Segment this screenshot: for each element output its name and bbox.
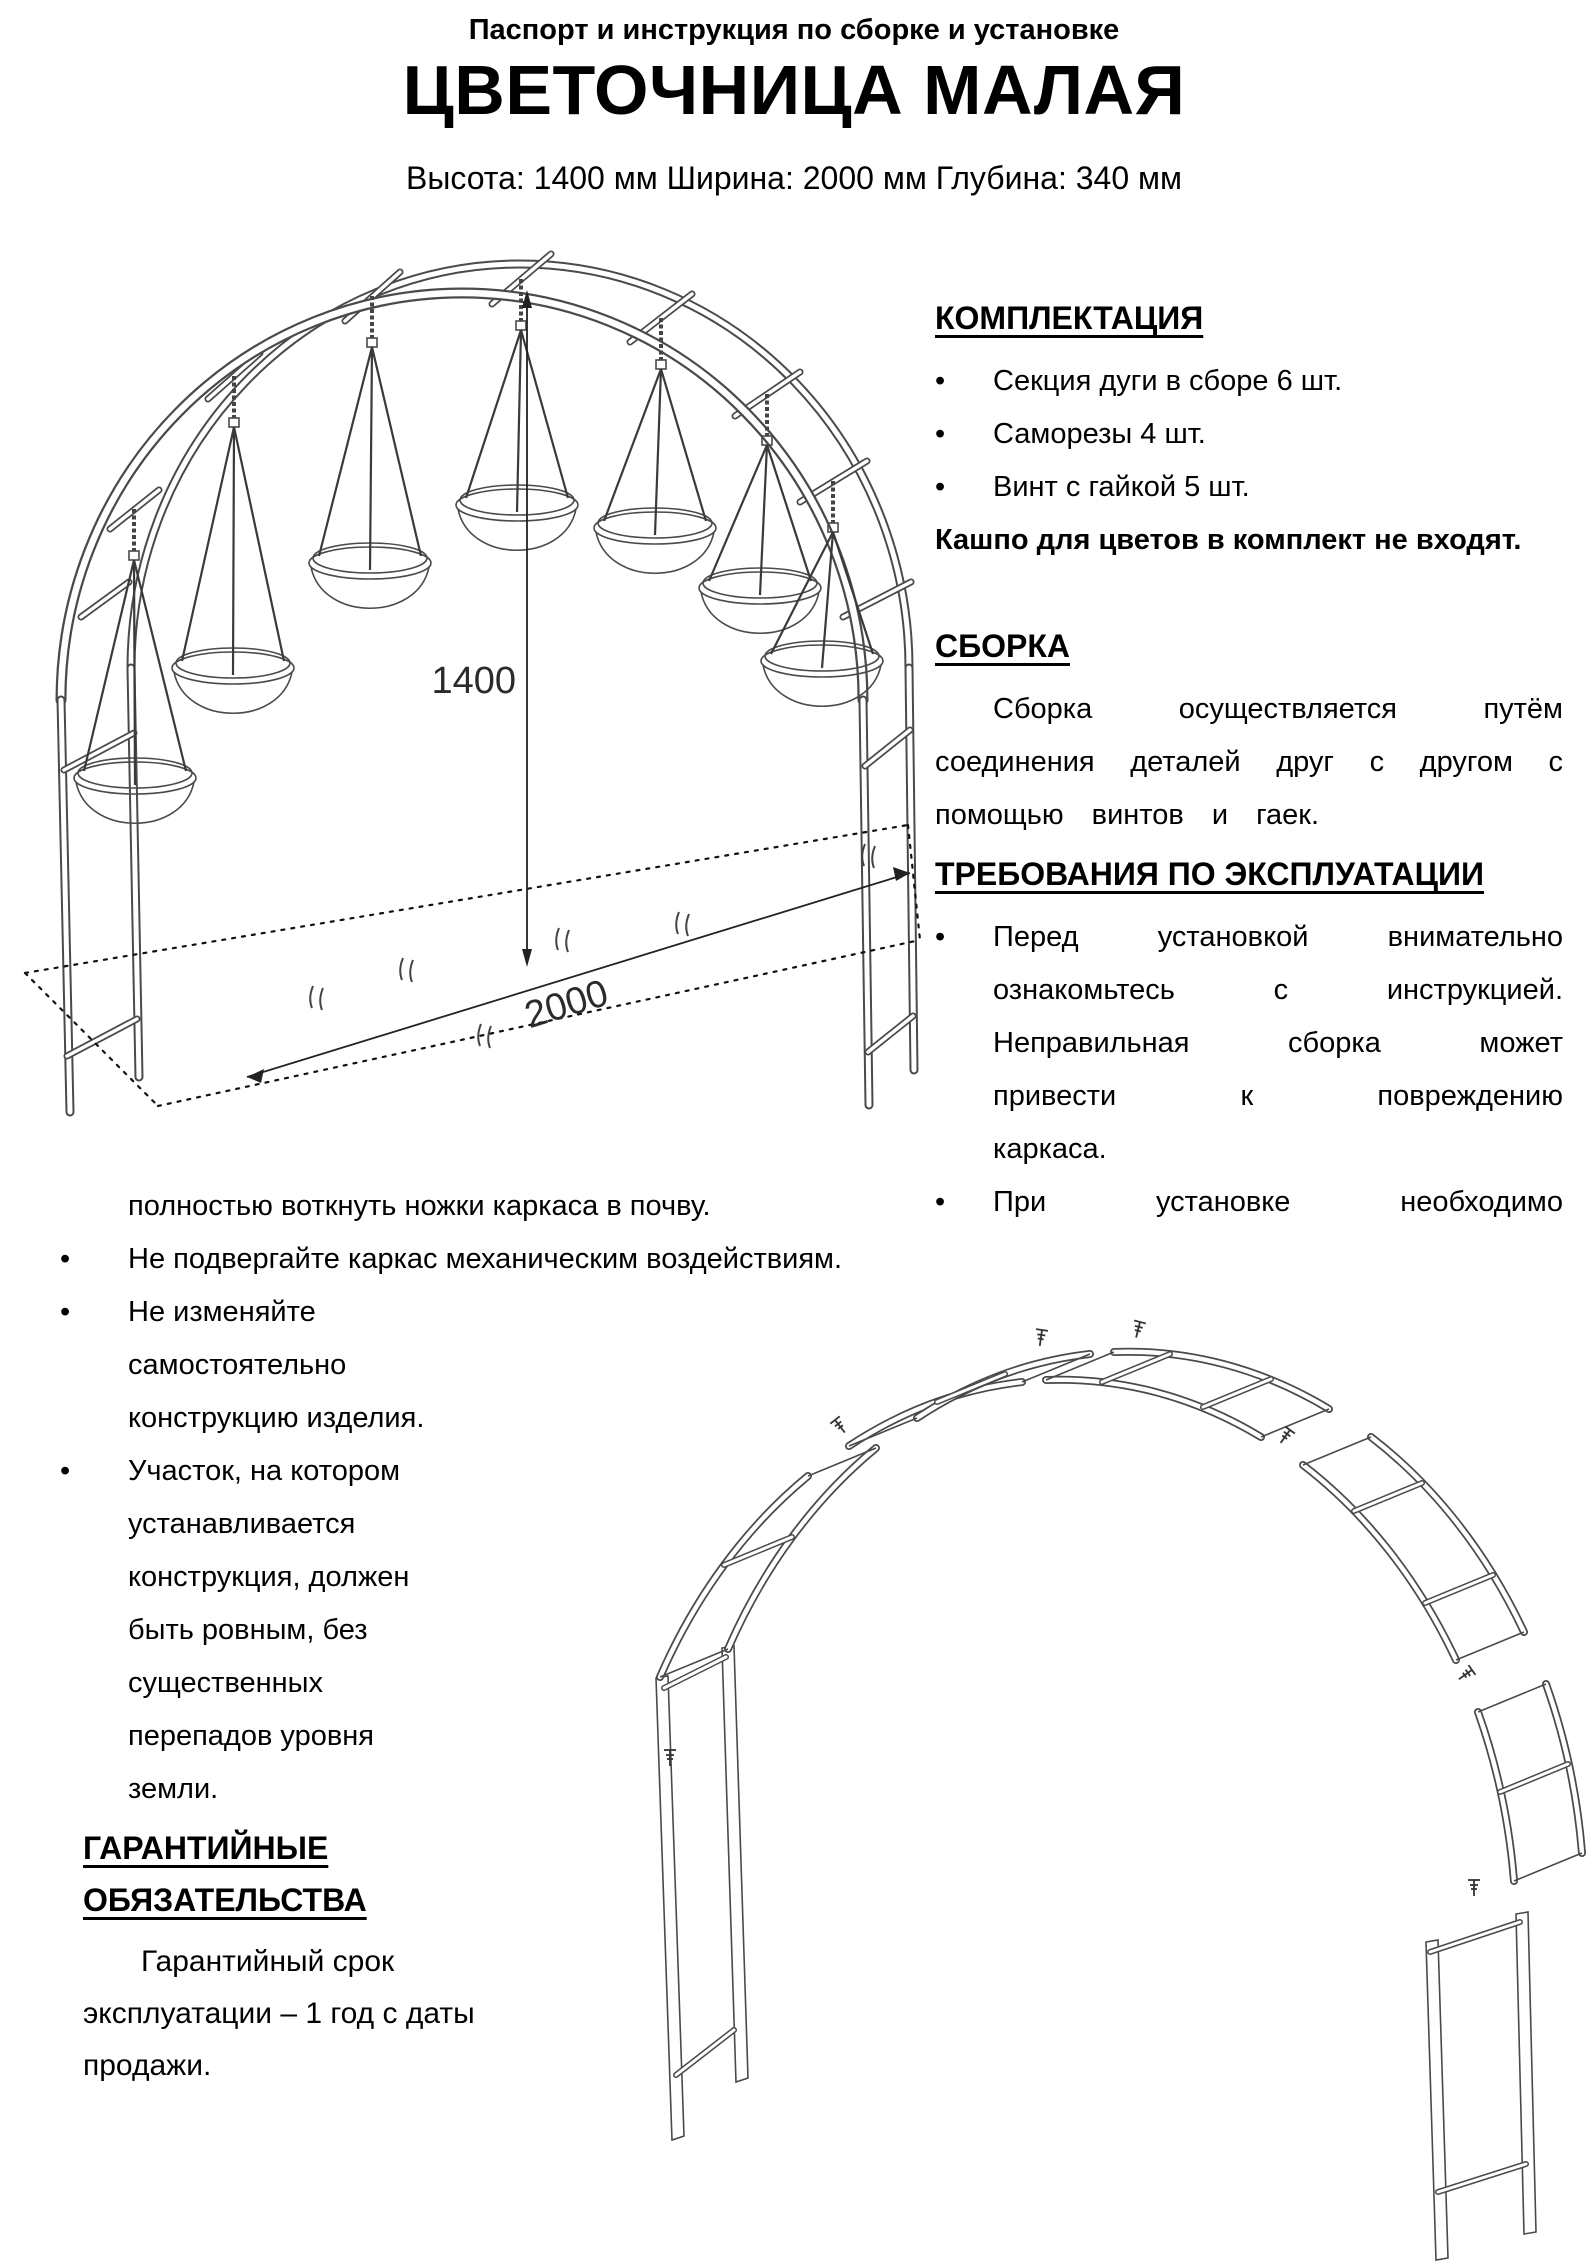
left-leg-panel [656, 1646, 748, 2140]
basket [456, 321, 578, 550]
list-item-text: При установке необходимо [993, 1186, 1563, 1218]
hanging-chains [134, 279, 833, 551]
requirements-heading: ТРЕБОВАНИЯ ПО ЭКСПЛУАТАЦИИ [935, 856, 1484, 892]
width-label: 2000 [519, 972, 614, 1037]
list-item-text: Саморезы 4 шт. [993, 418, 1206, 450]
exploded-assembly-diagram [560, 1280, 1588, 2266]
right-leg-panel [1426, 1912, 1536, 2260]
warranty-heading-line2: ОБЯЗАТЕЛЬСТВА [83, 1882, 367, 1918]
bullet2-continuation: полностью воткнуть ножки каркаса в почву. [128, 1190, 711, 1222]
list-item [935, 461, 1563, 514]
bullet-marker: • [935, 365, 946, 397]
basket [594, 360, 716, 573]
bullet-marker: • [60, 1243, 71, 1275]
equipment-section [935, 292, 1563, 567]
bullet-marker: • [935, 418, 946, 450]
equipment-heading: КОМПЛЕКТАЦИЯ [935, 300, 1204, 336]
list-item [935, 408, 1563, 461]
height-label: 1400 [431, 660, 516, 702]
assembled-arch-diagram [10, 228, 930, 1198]
list-item-text: Перед установкой внимательно ознакомьтесь с инструкцией. Неправильная сборка может привести к повреждению каркаса. [993, 921, 1563, 1165]
list-item [935, 355, 1563, 408]
basket [699, 436, 821, 633]
ground-lines [25, 825, 920, 1106]
bullet-marker: • [935, 1186, 946, 1218]
width-dimension [247, 867, 910, 1083]
list-item-text: Не подвергайте каркас механическим воздействиям. [128, 1243, 843, 1275]
list-item-text: Не изменяйте самостоятельно конструкцию изделия. [128, 1296, 425, 1434]
warranty-section [83, 1822, 513, 2092]
arc-section [660, 1448, 876, 1677]
page-title: ЦВЕТОЧНИЦА МАЛАЯ [402, 51, 1186, 129]
doc-subtitle: Паспорт и инструкция по сборке и установке [468, 14, 1120, 46]
bullet-marker: • [935, 471, 946, 503]
requirements-section [935, 848, 1563, 1229]
list-item-text: Винт с гайкой 5 шт. [993, 471, 1250, 503]
doc-dimensions: Высота: 1400 мм Ширина: 2000 мм Глубина: 340 мм [405, 160, 1183, 196]
bullet-marker: • [60, 1455, 71, 1487]
list-item-text: Секция дуги в сборе 6 шт. [993, 365, 1343, 397]
leg-crossbars [64, 730, 913, 1056]
equipment-note: Кашпо для цветов в комплект не входят. [935, 524, 1522, 556]
assembly-text: Сборка осуществляется путём соединения деталей друг с другом с помощью винтов и гаек. [935, 693, 1563, 831]
bullet-marker: • [935, 921, 946, 953]
assembly-heading: СБОРКА [935, 628, 1070, 664]
screw-icons [664, 1321, 1480, 1896]
list-item [60, 1233, 1090, 1286]
warranty-heading-line1: ГАРАНТИЙНЫЕ [83, 1830, 329, 1866]
assembly-section [935, 620, 1563, 842]
arc-section [849, 1354, 1090, 1446]
arc-section [1303, 1437, 1524, 1660]
list-item-text: Участок, на котором устанавливается конструкция, должен быть ровным, без существенных перепадов уровня земли. [128, 1455, 410, 1805]
warranty-text: Гарантийный срок эксплуатации – 1 год с даты продажи. [83, 1945, 475, 2082]
arc-section [1046, 1352, 1329, 1437]
list-item [935, 911, 1563, 1176]
basket [74, 551, 196, 823]
bullet-marker: • [60, 1296, 71, 1328]
height-dimension [431, 290, 532, 967]
arc-section [1478, 1684, 1582, 1881]
basket [309, 338, 431, 608]
